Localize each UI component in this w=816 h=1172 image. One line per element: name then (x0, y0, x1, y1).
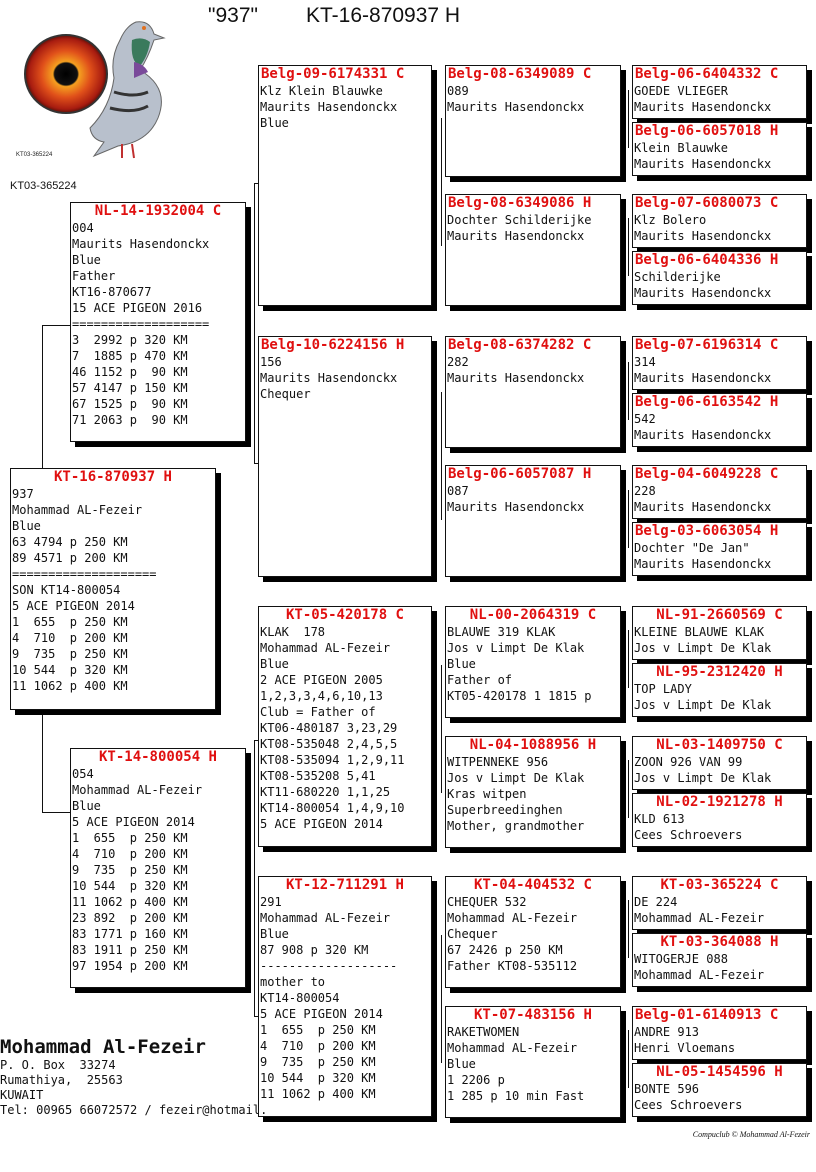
gg-grandparent-details (633, 354, 806, 386)
gg-grandparent-card[interactable] (632, 793, 807, 847)
subject-details (11, 486, 215, 694)
detail-line: Jos v Limpt De Klak (634, 771, 772, 785)
detail-line: 63 4794 p 250 KM (12, 535, 128, 549)
detail-line: Mohammad AL-Fezeir (447, 911, 578, 925)
detail-line: 97 1954 p 200 KM (72, 959, 188, 973)
detail-line: KT06-480187 3,23,29 (260, 721, 398, 735)
gg-grandparent-ring: Belg-07-6080073 C (635, 195, 779, 211)
detail-line: 054 (72, 767, 94, 781)
detail-line: 10 544 p 320 KM (12, 663, 128, 677)
great-grandparent-details (446, 894, 620, 974)
gg-grandparent-details (633, 83, 806, 115)
detail-line: Dochter Schilderijke (447, 213, 592, 227)
detail-line: Maurits Hasendonckx (634, 286, 772, 300)
photo-caption: KT03-365224 (16, 152, 53, 158)
detail-line: BLAUWE 319 KLAK (447, 625, 556, 639)
detail-line: Blue (72, 799, 101, 813)
detail-line: Maurits Hasendonckx (634, 557, 772, 571)
detail-line: Mohammad AL-Fezeir (12, 503, 143, 517)
detail-line: Mother, grandmother (447, 819, 585, 833)
detail-line: Blue (72, 253, 101, 267)
detail-line: 004 (72, 221, 94, 235)
pigeon-name: "937" (208, 4, 258, 27)
gg-grandparent-ring: KT-03-364088 H (660, 934, 779, 950)
connector (628, 630, 629, 688)
gg-grandparent-details (633, 483, 806, 515)
gg-grandparent-card[interactable] (632, 336, 807, 390)
gg-grandparent-details (633, 269, 806, 301)
connector (254, 740, 255, 1016)
detail-line: KT05-420178 1 1815 p (447, 689, 592, 703)
pigeon-photo (14, 12, 174, 172)
grandparent-card[interactable] (258, 876, 432, 1117)
detail-line: Maurits Hasendonckx (634, 229, 772, 243)
detail-line: 937 (12, 487, 34, 501)
detail-line: DE 224 (634, 895, 678, 909)
detail-line: 3 2992 p 320 KM (72, 333, 188, 347)
gg-grandparent-ring: NL-02-1921278 H (656, 794, 783, 810)
detail-line: 542 (634, 412, 656, 426)
detail-line: Mohammad AL-Fezeir (260, 911, 391, 925)
detail-line: 67 1525 p 90 KM (72, 397, 188, 411)
detail-line: Superbreedinghen (447, 803, 563, 817)
detail-line: 83 1911 p 250 KM (72, 943, 188, 957)
detail-line: 5 ACE PIGEON 2014 (72, 815, 195, 829)
detail-line: KT08-535208 5,41 (260, 769, 376, 783)
detail-line: Blue (260, 657, 289, 671)
great-grandparent-details (446, 1024, 620, 1104)
great-grandparent-card[interactable] (445, 336, 621, 448)
detail-line: 4 710 p 200 KM (12, 631, 128, 645)
grandparent-card[interactable] (258, 336, 432, 577)
gg-grandparent-ring: KT-03-365224 C (660, 877, 779, 893)
gg-grandparent-details (633, 411, 806, 443)
detail-line: 71 2063 p 90 KM (72, 413, 188, 427)
gg-grandparent-details (633, 1081, 806, 1113)
detail-line: 1,2,3,3,4,6,10,13 (260, 689, 383, 703)
detail-line: Maurits Hasendonckx (634, 500, 772, 514)
detail-line: Chequer (260, 387, 311, 401)
great-grandparent-card[interactable] (445, 736, 621, 848)
detail-line: Maurits Hasendonckx (634, 157, 772, 171)
connector (42, 812, 70, 813)
detail-line: 089 (447, 84, 469, 98)
grandparent-card[interactable] (258, 606, 432, 847)
owner-address-line: KUWAIT (0, 1088, 44, 1102)
owner-block (0, 1036, 267, 1118)
subject-ring: KT-16-870937 H (53, 469, 172, 485)
detail-line: 4 710 p 200 KM (72, 847, 188, 861)
gg-grandparent-ring: Belg-03-6063054 H (635, 523, 779, 539)
great-grandparent-card[interactable] (445, 194, 621, 306)
gg-grandparent-details (633, 811, 806, 843)
grandparent-ring: KT-05-420178 C (285, 607, 404, 623)
gg-grandparent-card[interactable] (632, 465, 807, 519)
grandparent-ring: Belg-10-6224156 H (261, 337, 405, 353)
grandparent-card[interactable] (258, 65, 432, 306)
connector (441, 118, 442, 246)
gg-grandparent-details (633, 212, 806, 244)
gg-grandparent-details (633, 754, 806, 786)
detail-line: 87 908 p 320 KM (260, 943, 369, 957)
gg-grandparent-ring: Belg-07-6196314 C (635, 337, 779, 353)
great-grandparent-card[interactable] (445, 876, 621, 988)
owner-name: Mohammad Al-Fezeir (0, 1036, 206, 1058)
great-grandparent-details (446, 754, 620, 834)
gg-grandparent-details (633, 540, 806, 572)
connector (628, 900, 629, 958)
detail-line: 7 1885 p 470 KM (72, 349, 188, 363)
detail-line: 1 2206 p (447, 1073, 505, 1087)
pigeon-ring-header: KT-16-870937 H (306, 4, 461, 27)
father-details (71, 220, 245, 428)
great-grandparent-ring: Belg-08-6349089 C (448, 66, 592, 82)
detail-line: 5 ACE PIGEON 2014 (260, 817, 383, 831)
gg-grandparent-card[interactable] (632, 393, 807, 447)
mother-card[interactable] (70, 748, 246, 988)
detail-line: 1 285 p 10 min Fast (447, 1089, 585, 1103)
great-grandparent-ring: Belg-08-6349086 H (448, 195, 592, 211)
detail-line: SON KT14-800054 (12, 583, 121, 597)
subject-card[interactable] (10, 468, 216, 710)
great-grandparent-details (446, 354, 620, 386)
detail-line: RAKETWOMEN (447, 1025, 520, 1039)
detail-line: Jos v Limpt De Klak (634, 641, 772, 655)
connector (628, 1030, 629, 1088)
gg-grandparent-card[interactable] (632, 1063, 807, 1117)
detail-line: Blue (447, 1057, 476, 1071)
detail-line: KT08-535048 2,4,5,5 (260, 737, 398, 751)
detail-line: Klein Blauwke (634, 141, 728, 155)
detail-line: Klz Klein Blauwke (260, 84, 383, 98)
detail-line: 291 (260, 895, 282, 909)
detail-line: 46 1152 p 90 KM (72, 365, 188, 379)
gg-grandparent-details (633, 1024, 806, 1056)
detail-line: 57 4147 p 150 KM (72, 381, 188, 395)
owner-contact: Tel: 00965 66072572 / fezeir@hotmail. (0, 1103, 268, 1117)
detail-line: Klz Bolero (634, 213, 707, 227)
detail-line: ------------------- (260, 959, 398, 973)
detail-line: Maurits Hasendonckx (260, 100, 398, 114)
connector (441, 392, 442, 520)
detail-line: KT14-800054 (260, 991, 340, 1005)
detail-line: BONTE 596 (634, 1082, 700, 1096)
detail-line: Henri Vloemans (634, 1041, 736, 1055)
copyright: Compuclub © Mohammad Al-Fezeir (692, 1130, 810, 1139)
connector (628, 90, 629, 148)
gg-grandparent-card[interactable] (632, 736, 807, 790)
gg-grandparent-ring: NL-91-2660569 C (656, 607, 783, 623)
detail-line: GOEDE VLIEGER (634, 84, 728, 98)
detail-line: 1 655 p 250 KM (260, 1023, 376, 1037)
detail-line: Maurits Hasendonckx (447, 229, 585, 243)
detail-line: Cees Schroevers (634, 828, 743, 842)
detail-line: 23 892 p 200 KM (72, 911, 188, 925)
detail-line: 5 ACE PIGEON 2014 (12, 599, 135, 613)
detail-line: Maurits Hasendonckx (447, 100, 585, 114)
detail-line: ANDRE 913 (634, 1025, 700, 1039)
detail-line: KLAK 178 (260, 625, 326, 639)
connector (42, 712, 43, 812)
gg-grandparent-card[interactable] (632, 1006, 807, 1060)
detail-line: 9 735 p 250 KM (72, 863, 188, 877)
gg-grandparent-ring: Belg-04-6049228 C (635, 466, 779, 482)
detail-line: CHEQUER 532 (447, 895, 527, 909)
detail-line: WITPENNEKE 956 (447, 755, 549, 769)
great-grandparent-ring: KT-04-404532 C (473, 877, 592, 893)
detail-line: Jos v Limpt De Klak (634, 698, 772, 712)
detail-line: Father KT08-535112 (447, 959, 578, 973)
grandparent-details (259, 83, 431, 131)
detail-line: KT16-870677 (72, 285, 152, 299)
detail-line: ==================== (12, 567, 157, 581)
connector (441, 935, 442, 1063)
detail-line: Club = Father of (260, 705, 376, 719)
photo-reference: KT03-365224 (10, 180, 77, 192)
great-grandparent-details (446, 83, 620, 115)
detail-line: 1 655 p 250 KM (72, 831, 188, 845)
mother-details (71, 766, 245, 974)
connector (628, 218, 629, 276)
owner-address-line: P. O. Box 33274 (0, 1058, 116, 1072)
connector (42, 325, 70, 326)
detail-line: 89 4571 p 200 KM (12, 551, 128, 565)
detail-line: =================== (72, 317, 210, 331)
great-grandparent-ring: NL-04-1088956 H (469, 737, 597, 753)
detail-line: 15 ACE PIGEON 2016 (72, 301, 203, 315)
great-grandparent-card[interactable] (445, 65, 621, 177)
connector (628, 362, 629, 420)
detail-line: mother to (260, 975, 326, 989)
great-grandparent-card[interactable] (445, 606, 621, 718)
detail-line: Kras witpen (447, 787, 527, 801)
gg-grandparent-details (633, 140, 806, 172)
detail-line: 282 (447, 355, 469, 369)
detail-line: 83 1771 p 160 KM (72, 927, 188, 941)
great-grandparent-card[interactable] (445, 1006, 621, 1118)
great-grandparent-ring: Belg-06-6057087 H (448, 466, 592, 482)
connector (254, 183, 255, 463)
connector (628, 490, 629, 548)
detail-line: Mohammad AL-Fezeir (634, 911, 765, 925)
great-grandparent-card[interactable] (445, 465, 621, 577)
detail-line: Blue (12, 519, 41, 533)
detail-line: 11 1062 p 400 KM (72, 895, 188, 909)
detail-line: Jos v Limpt De Klak (447, 641, 585, 655)
gg-grandparent-ring: NL-05-1454596 H (656, 1064, 783, 1080)
gg-grandparent-card[interactable] (632, 194, 807, 248)
connector (628, 760, 629, 818)
detail-line: Blue (447, 657, 476, 671)
detail-line: 087 (447, 484, 469, 498)
gg-grandparent-ring: Belg-06-6057018 H (635, 123, 779, 139)
detail-line: KT14-800054 1,4,9,10 (260, 801, 405, 815)
gg-grandparent-card[interactable] (632, 663, 807, 717)
detail-line: Chequer (447, 927, 498, 941)
detail-line: Cees Schroevers (634, 1098, 743, 1112)
gg-grandparent-card[interactable] (632, 251, 807, 305)
grandparent-ring: KT-12-711291 H (285, 877, 404, 893)
father-card[interactable] (70, 202, 246, 442)
gg-grandparent-card[interactable] (632, 876, 807, 930)
detail-line: KLEINE BLAUWE KLAK (634, 625, 765, 639)
detail-line: 5 ACE PIGEON 2014 (260, 1007, 383, 1021)
detail-line: TOP LADY (634, 682, 692, 696)
detail-line: 2 ACE PIGEON 2005 (260, 673, 383, 687)
detail-line: Mohammad AL-Fezeir (260, 641, 391, 655)
gg-grandparent-card[interactable] (632, 65, 807, 119)
owner-address-line: Rumathiya, 25563 (0, 1073, 123, 1087)
detail-line: Mohammad AL-Fezeir (447, 1041, 578, 1055)
gg-grandparent-details (633, 681, 806, 713)
grandparent-details (259, 894, 431, 1102)
detail-line: Blue (260, 927, 289, 941)
detail-line: Schilderijke (634, 270, 721, 284)
detail-line: Maurits Hasendonckx (72, 237, 210, 251)
mother-ring: KT-14-800054 H (98, 749, 217, 765)
detail-line: 9 735 p 250 KM (260, 1055, 376, 1069)
gg-grandparent-details (633, 951, 806, 983)
detail-line: 4 710 p 200 KM (260, 1039, 376, 1053)
detail-line: 10 544 p 320 KM (72, 879, 188, 893)
detail-line: Mohammad AL-Fezeir (634, 968, 765, 982)
gg-grandparent-card[interactable] (632, 122, 807, 176)
detail-line: KLD 613 (634, 812, 685, 826)
detail-line: 10 544 p 320 KM (260, 1071, 376, 1085)
gg-grandparent-ring: Belg-01-6140913 C (635, 1007, 779, 1023)
detail-line: 156 (260, 355, 282, 369)
detail-line: WITOGERJE 088 (634, 952, 728, 966)
detail-line: Father of (447, 673, 513, 687)
great-grandparent-ring: KT-07-483156 H (473, 1007, 592, 1023)
grandparent-ring: Belg-09-6174331 C (261, 66, 405, 82)
detail-line: Dochter "De Jan" (634, 541, 750, 555)
gg-grandparent-ring: Belg-06-6404332 C (635, 66, 779, 82)
grandparent-details (259, 624, 431, 832)
detail-line: 314 (634, 355, 656, 369)
gg-grandparent-ring: NL-03-1409750 C (656, 737, 783, 753)
gg-grandparent-details (633, 624, 806, 656)
gg-grandparent-details (633, 894, 806, 926)
detail-line: 11 1062 p 400 KM (12, 679, 128, 693)
gg-grandparent-card[interactable] (632, 606, 807, 660)
detail-line: KT11-680220 1,1,25 (260, 785, 391, 799)
great-grandparent-details (446, 483, 620, 515)
detail-line: Maurits Hasendonckx (260, 371, 398, 385)
gg-grandparent-ring: Belg-06-6163542 H (635, 394, 779, 410)
detail-line: 67 2426 p 250 KM (447, 943, 563, 957)
detail-line: 228 (634, 484, 656, 498)
detail-line: Maurits Hasendonckx (447, 371, 585, 385)
gg-grandparent-ring: NL-95-2312420 H (656, 664, 783, 680)
detail-line: Maurits Hasendonckx (634, 428, 772, 442)
detail-line: 9 735 p 250 KM (12, 647, 128, 661)
detail-line: Maurits Hasendonckx (634, 100, 772, 114)
great-grandparent-ring: NL-00-2064319 C (469, 607, 597, 623)
connector (42, 325, 43, 468)
detail-line: ZOON 926 VAN 99 (634, 755, 743, 769)
detail-line: Maurits Hasendonckx (634, 371, 772, 385)
connector (441, 665, 442, 793)
detail-line: Maurits Hasendonckx (447, 500, 585, 514)
detail-line: Mohammad AL-Fezeir (72, 783, 203, 797)
grandparent-details (259, 354, 431, 402)
detail-line: 11 1062 p 400 KM (260, 1087, 376, 1101)
father-ring: NL-14-1932004 C (94, 203, 222, 219)
gg-grandparent-ring: Belg-06-6404336 H (635, 252, 779, 268)
detail-line: 1 655 p 250 KM (12, 615, 128, 629)
great-grandparent-details (446, 624, 620, 704)
gg-grandparent-card[interactable] (632, 933, 807, 987)
detail-line: KT08-535094 1,2,9,11 (260, 753, 405, 767)
gg-grandparent-card[interactable] (632, 522, 807, 576)
detail-line: Jos v Limpt De Klak (447, 771, 585, 785)
great-grandparent-details (446, 212, 620, 244)
detail-line: Blue (260, 116, 289, 130)
great-grandparent-ring: Belg-08-6374282 C (448, 337, 592, 353)
detail-line: Father (72, 269, 116, 283)
